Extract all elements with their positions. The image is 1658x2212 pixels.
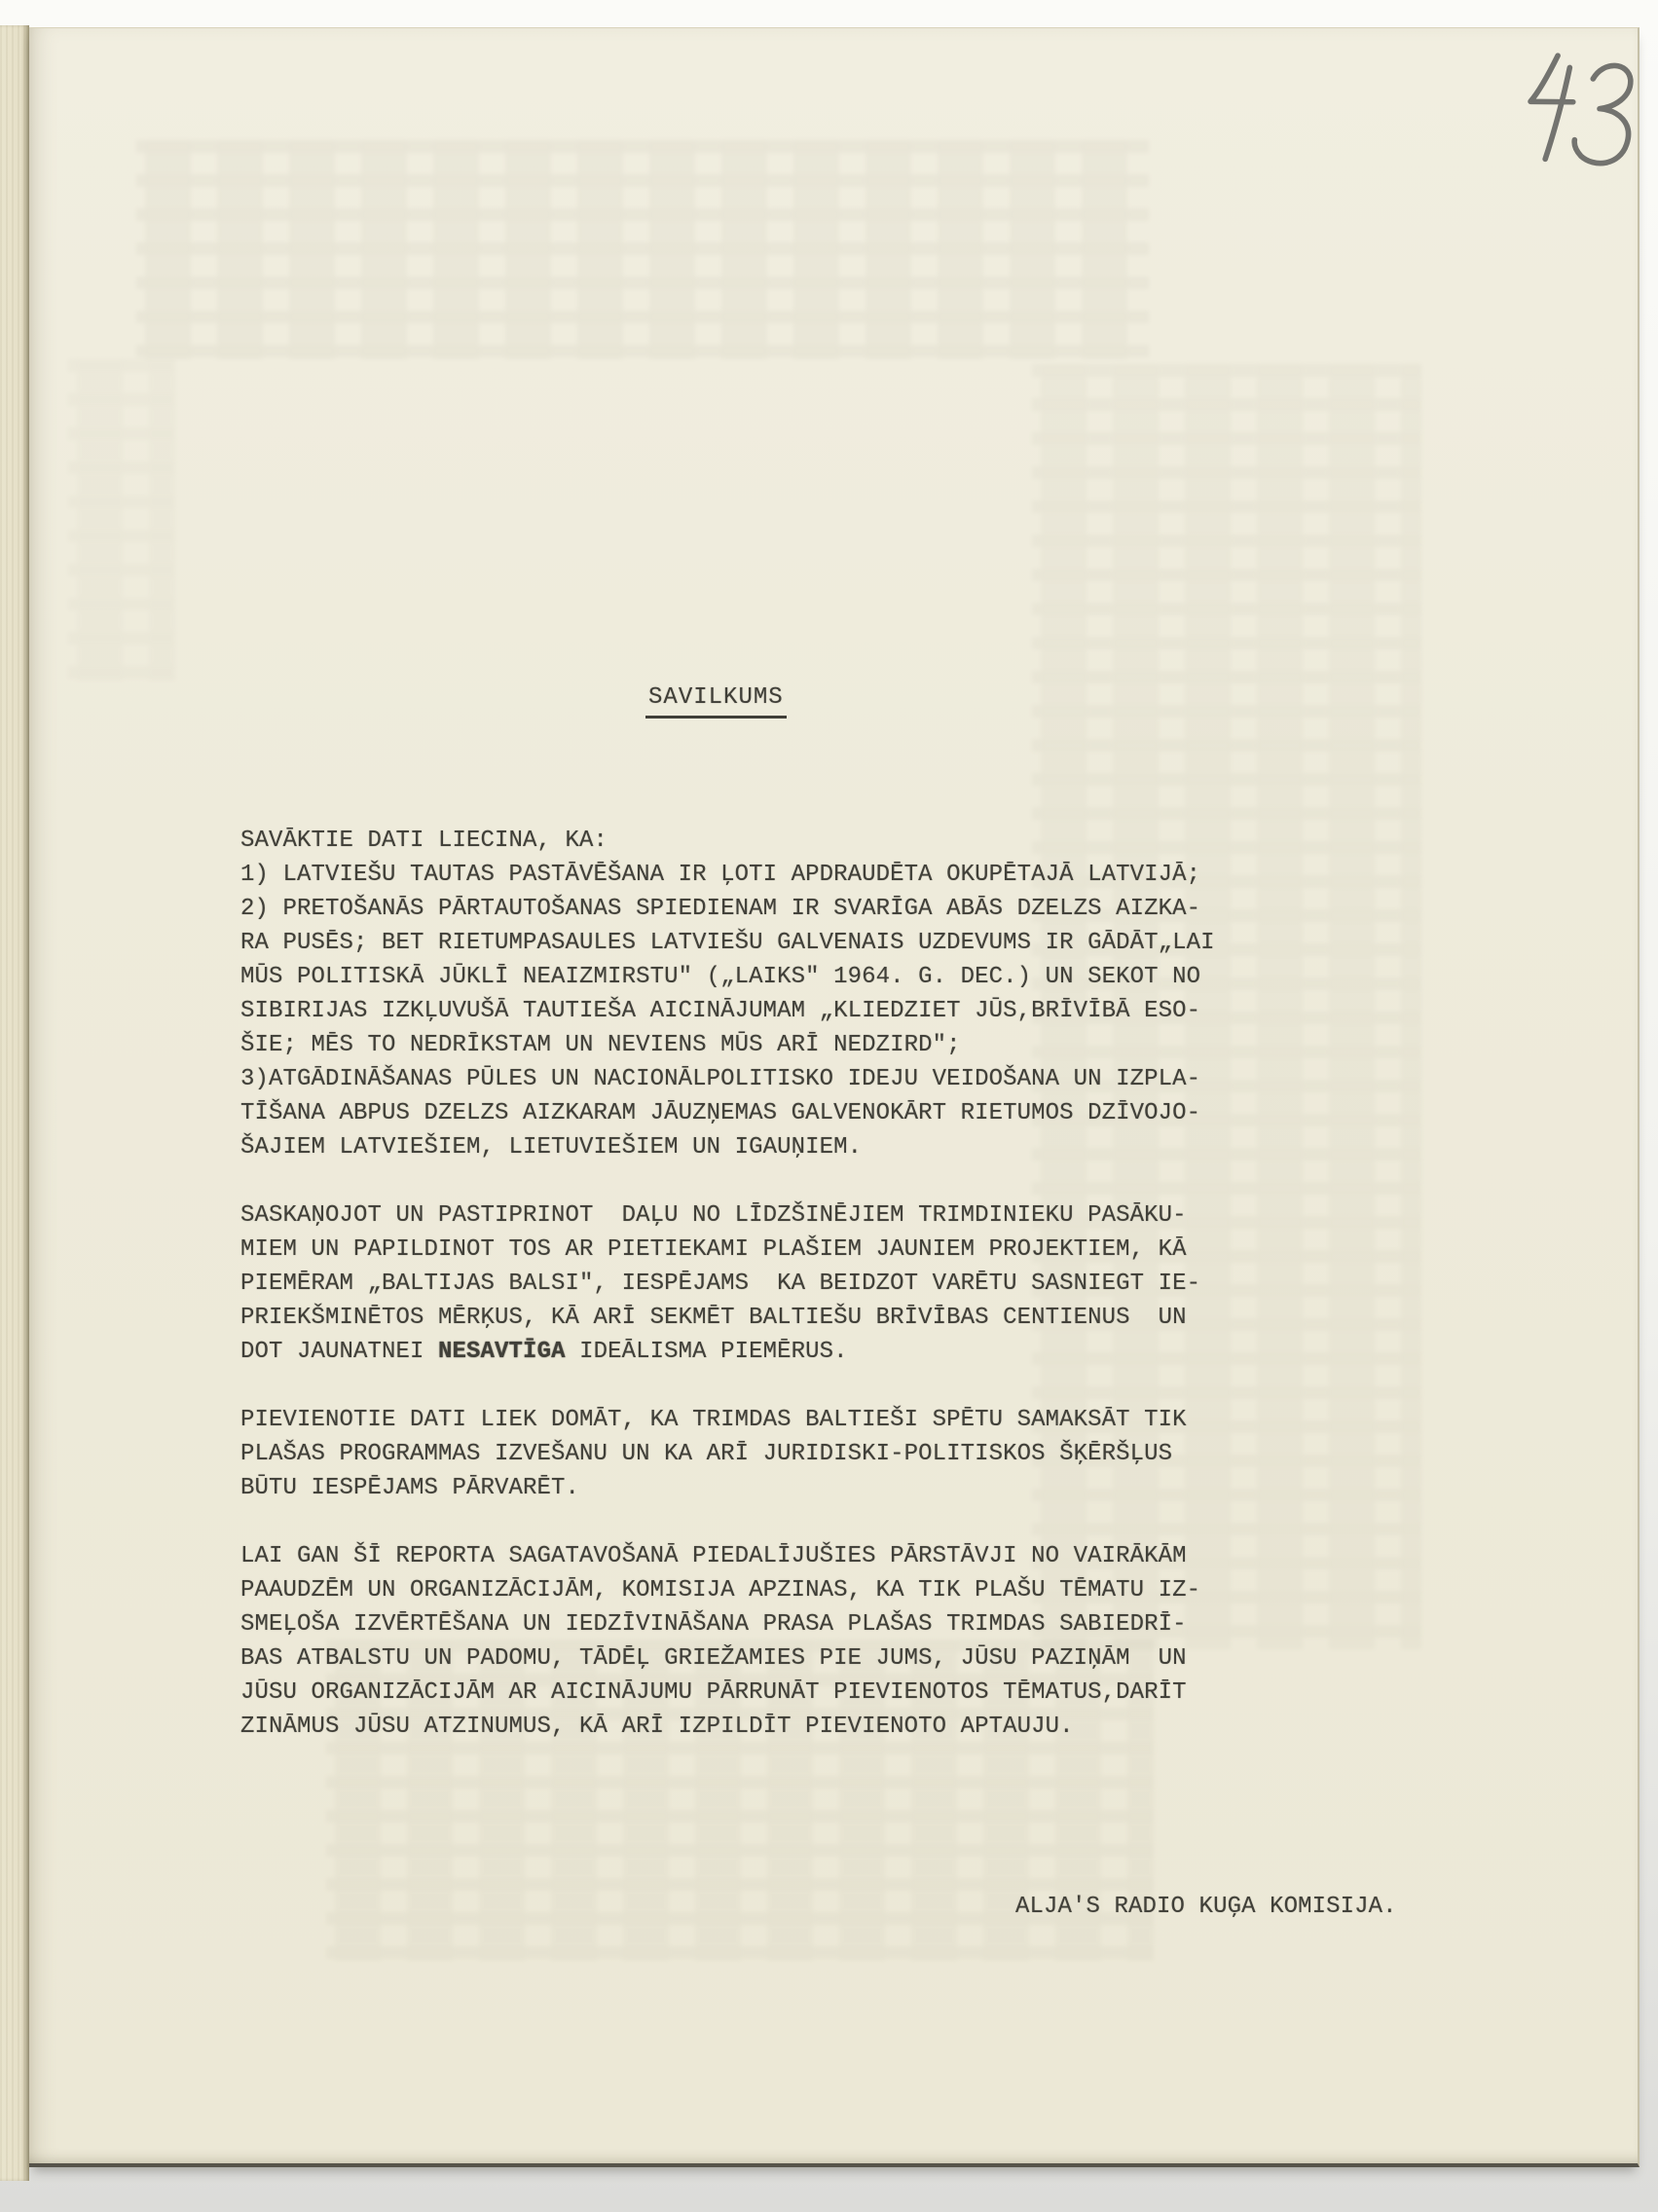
text-line: ŠAJIEM LATVIEŠIEM, LIETUVIEŠIEM UN IGAUŅIEM. (240, 1134, 863, 1161)
text-line: LAI GAN ŠĪ REPORTA SAGATAVOŠANĀ PIEDALĪJUŠIES PĀRSTĀVJI NO VAIRĀKĀM (240, 1543, 1187, 1569)
underlying-page-edge (0, 25, 29, 2181)
document-page (29, 27, 1640, 2167)
text-line: MŪS POLITISKĀ JŪKLĪ NEAIZMIRSTU" („LAIKS" 1964. G. DEC.) UN SEKOT NO (240, 964, 1201, 990)
text-line: 2) PRETOŠANĀS PĀRTAUTOŠANAS SPIEDIENAM IR SVARĪGA ABĀS DZELZS AIZKA- (240, 896, 1201, 922)
paragraph (240, 1198, 1224, 1369)
document-title: SAVILKUMS (645, 681, 787, 719)
text-line: ZINĀMUS JŪSU ATZINUMUS, KĀ ARĪ IZPILDĪT PIEVIENOTO APTAUJU. (240, 1714, 1074, 1740)
text-line: PRIEKŠMINĒTOS MĒRĶUS, KĀ ARĪ SEKMĒT BALTIEŠU BRĪVĪBAS CENTIENUS UN (240, 1305, 1187, 1331)
text-line: SAVĀKTIE DATI LIECINA, KA: (240, 828, 608, 854)
bleedthrough-ghost-text (68, 359, 175, 681)
text-line: DOT JAUNATNEI NESAVTĪGA IDEĀLISMA PIEMĒRUS. (240, 1339, 848, 1365)
text-line: MIEM UN PAPILDINOT TOS AR PIETIEKAMI PLAŠIEM JAUNIEM PROJEKTIEM, KĀ (240, 1236, 1187, 1263)
document-body (240, 824, 1224, 1744)
text-line: 1) LATVIEŠU TAUTAS PASTĀVĒŠANA IR ĻOTI APDRAUDĒTA OKUPĒTAJĀ LATVIJĀ; (240, 862, 1201, 888)
paragraph (240, 1403, 1224, 1505)
text-line: BAS ATBALSTU UN PADOMU, TĀDĒĻ GRIEŽAMIES PIE JUMS, JŪSU PAZIŅĀM UN (240, 1645, 1187, 1672)
text-line: TĪŠANA ABPUS DZELZS AIZKARAM JĀUZŅEMAS GALVENOKĀRT RIETUMOS DZĪVOJO- (240, 1100, 1201, 1126)
signature-row (240, 1856, 1397, 1958)
text-line: SASKAŅOJOT UN PASTIPRINOT DAĻU NO LĪDZŠINĒJIEM TRIMDINIEKU PASĀKU- (240, 1202, 1187, 1229)
text-line: PAAUDZĒM UN ORGANIZĀCIJĀM, KOMISIJA APZINAS, KA TIK PLAŠU TĒMATU IZ- (240, 1577, 1201, 1604)
signature-line: ALJA'S RADIO KUĢA KOMISIJA. (1015, 1894, 1397, 1920)
text-line: SIBIRIJAS IZKĻUVUŠĀ TAUTIEŠA AICINĀJUMAM „KLIEDZIET JŪS,BRĪVĪBĀ ESO- (240, 998, 1201, 1024)
bleedthrough-ghost-text (136, 140, 1149, 359)
text-line: ŠIE; MĒS TO NEDRĪKSTAM UN NEVIENS MŪS ARĪ NEDZIRD"; (240, 1032, 961, 1058)
handwritten-page-number (1507, 46, 1658, 182)
paragraph (240, 824, 1224, 1164)
typewritten-text-block (240, 578, 1397, 2026)
text-line: JŪSU ORGANIZĀCIJĀM AR AICINĀJUMU PĀRRUNĀT PIEVIENOTOS TĒMATUS,DARĪT (240, 1679, 1187, 1706)
text-line: BŪTU IESPĒJAMS PĀRVARĒT. (240, 1475, 580, 1501)
paragraph (240, 1539, 1224, 1744)
text-line: 3)ATGĀDINĀŠANAS PŪLES UN NACIONĀLPOLITISKO IDEJU VEIDOŠANA UN IZPLA- (240, 1066, 1201, 1092)
pencil-digits-43-icon (1507, 46, 1658, 182)
text-line: RA PUSĒS; BET RIETUMPASAULES LATVIEŠU GALVENAIS UZDEVUMS IR GĀDĀT„LAI (240, 930, 1215, 956)
text-line: SMEĻOŠA IZVĒRTĒŠANA UN IEDZĪVINĀŠANA PRASA PLAŠAS TRIMDAS SABIEDRĪ- (240, 1611, 1187, 1638)
text-line: PIEVIENOTIE DATI LIEK DOMĀT, KA TRIMDAS BALTIEŠI SPĒTU SAMAKSĀT TIK (240, 1407, 1187, 1433)
title-row (240, 646, 1224, 711)
text-line: PLAŠAS PROGRAMMAS IZVEŠANU UN KA ARĪ JURIDISKI-POLITISKOS ŠĶĒRŠĻUS (240, 1441, 1173, 1467)
text-line: PIEMĒRAM „BALTIJAS BALSI", IESPĒJAMS KA BEIDZOT VARĒTU SASNIEGT IE- (240, 1271, 1201, 1297)
